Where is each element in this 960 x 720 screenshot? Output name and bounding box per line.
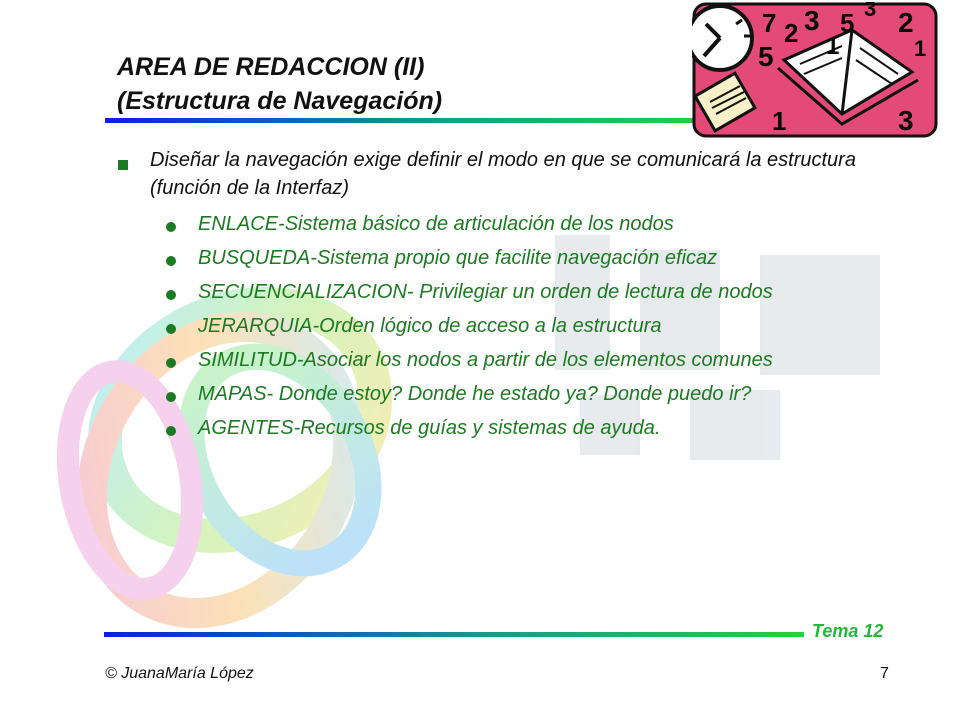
round-bullet-icon bbox=[166, 222, 176, 232]
sub-bullet-text: ENLACE-Sistema básico de articulación de los nodos bbox=[198, 213, 674, 235]
clipart-digit: 5 bbox=[840, 8, 855, 38]
main-bullet bbox=[118, 146, 918, 202]
clipart-digit: 3 bbox=[864, 2, 877, 21]
clock-icon bbox=[692, 6, 752, 70]
sub-bullet-text: SIMILITUD-Asociar los nodos a partir de los elementos comunes bbox=[198, 349, 773, 371]
clipart-illustration bbox=[692, 2, 938, 138]
sub-bullet-agentes bbox=[118, 414, 918, 442]
slide-body bbox=[118, 146, 918, 448]
round-bullet-icon bbox=[166, 256, 176, 266]
clipart-digit: 2 bbox=[784, 18, 799, 48]
title-line-1: AREA DE REDACCION (II) bbox=[117, 53, 425, 81]
sub-bullet-text: AGENTES-Recursos de guías y sistemas de ayuda. bbox=[198, 417, 661, 439]
author-credit: © JuanaMaría López bbox=[105, 665, 254, 682]
square-bullet-icon bbox=[118, 160, 128, 170]
sub-bullet-similitud bbox=[118, 346, 918, 374]
round-bullet-icon bbox=[166, 426, 176, 436]
round-bullet-icon bbox=[166, 358, 176, 368]
clipart-digit: 3 bbox=[898, 105, 914, 136]
sub-bullet-text: JERARQUIA-Orden lógico de acceso a la estructura bbox=[198, 315, 662, 337]
clipart-digit: 5 bbox=[758, 41, 774, 72]
sub-bullet-text: SECUENCIALIZACION- Privilegiar un orden de lectura de nodos bbox=[198, 281, 773, 303]
round-bullet-icon bbox=[166, 290, 176, 300]
clipart-digit: 3 bbox=[804, 5, 820, 36]
sub-bullet-busqueda bbox=[118, 244, 918, 272]
clipart-digit: 1 bbox=[826, 33, 840, 60]
clipart-digit: 7 bbox=[762, 8, 777, 38]
sub-bullet-secuencializacion bbox=[118, 278, 918, 306]
round-bullet-icon bbox=[166, 324, 176, 334]
sub-bullet-enlace bbox=[118, 210, 918, 238]
sub-bullet-jerarquia bbox=[118, 312, 918, 340]
title-line-2: (Estructura de Navegación) bbox=[117, 87, 443, 115]
title-divider bbox=[105, 118, 705, 123]
page-title bbox=[117, 50, 677, 118]
clipart-digit: 1 bbox=[772, 106, 787, 136]
main-bullet-text: Diseñar la navegación exige definir el modo en que se comunicará la estructura (función de la Interfaz) bbox=[150, 149, 856, 199]
sub-bullet-text: MAPAS- Donde estoy? Donde he estado ya? Donde puedo ir? bbox=[198, 383, 752, 405]
topic-label: Tema 12 bbox=[812, 621, 884, 641]
clipart-digit: 2 bbox=[898, 7, 914, 38]
sub-bullet-mapas bbox=[118, 380, 918, 408]
sub-bullet-text: BUSQUEDA-Sistema propio que facilite navegación eficaz bbox=[198, 247, 718, 269]
footer-divider bbox=[104, 632, 804, 637]
round-bullet-icon bbox=[166, 392, 176, 402]
clipart-digit: 1 bbox=[914, 36, 927, 61]
page-number: 7 bbox=[880, 665, 889, 682]
